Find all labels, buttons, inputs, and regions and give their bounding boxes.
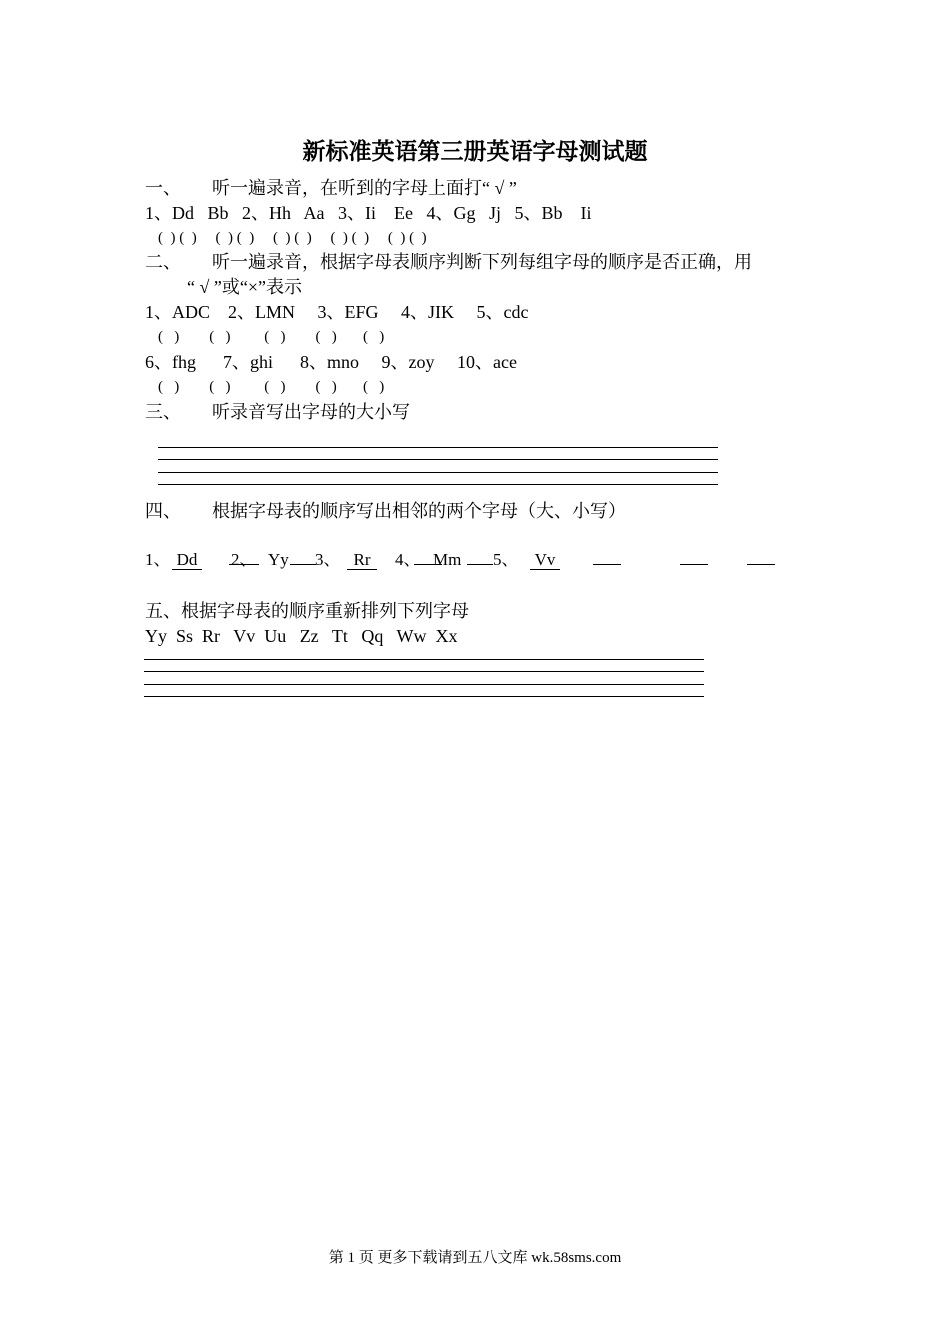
- section-2-row-1: 1、ADC 2、LMN 3、EFG 4、JIK 5、cdc: [145, 302, 529, 322]
- section-4-given-letter: Yy: [268, 550, 289, 569]
- writing-line[interactable]: [158, 447, 718, 448]
- answer-blank: Vv: [530, 551, 560, 570]
- section-4-instruction: 根据字母表的顺序写出相邻的两个字母（大、小写）: [212, 501, 626, 521]
- section-4-item-number: 3、: [315, 550, 341, 569]
- section-2-instruction-cont: “ √ ”或“×”表示: [187, 277, 302, 297]
- section-4-item-number: 5、: [493, 550, 519, 569]
- writing-line[interactable]: [158, 472, 718, 473]
- answer-blank: Dd: [172, 551, 202, 570]
- answer-blank: Rr: [347, 551, 377, 570]
- section-4-item-number: 1、: [145, 550, 171, 569]
- section-5-instruction: 五、根据字母表的顺序重新排列下列字母: [145, 601, 469, 621]
- section-1-instruction: 听一遍录音，在听到的字母上面打“ √ ”: [212, 178, 517, 198]
- section-4-item-number: 4、: [395, 550, 421, 569]
- answer-blank[interactable]: [747, 564, 775, 565]
- section-1-number: 一、: [145, 178, 181, 198]
- answer-blank[interactable]: [229, 564, 259, 565]
- section-2-parens-2: ( ) ( ) ( ) ( ) ( ): [158, 379, 385, 395]
- answer-blank[interactable]: [467, 564, 493, 565]
- section-3-number: 三、: [145, 402, 181, 422]
- section-1-answer-parens: ( ) ( ) ( ) ( ) ( ) ( ) ( ) ( ) ( ) ( ): [158, 230, 427, 246]
- writing-line[interactable]: [144, 684, 704, 685]
- page-footer: 第 1 页 更多下载请到五八文库 wk.58sms.com: [328, 1250, 622, 1266]
- section-4-given-letter: Mm: [433, 550, 462, 569]
- answer-blank[interactable]: [290, 564, 316, 565]
- section-2-parens-1: ( ) ( ) ( ) ( ) ( ): [158, 329, 385, 345]
- page-title: 新标准英语第三册英语字母测试题: [302, 139, 648, 164]
- writing-line[interactable]: [144, 671, 704, 672]
- answer-blank[interactable]: [593, 564, 621, 565]
- section-1-letter-row: 1、Dd Bb 2、Hh Aa 3、Ii Ee 4、Gg Jj 5、Bb Ii: [145, 203, 592, 223]
- writing-line[interactable]: [158, 484, 718, 485]
- section-5-letters: Yy Ss Rr Vv Uu Zz Tt Qq Ww Xx: [145, 626, 458, 646]
- writing-line[interactable]: [158, 459, 718, 460]
- section-3-instruction: 听录音写出字母的大小写: [212, 402, 410, 422]
- writing-line[interactable]: [144, 696, 704, 697]
- section-2-instruction: 听一遍录音，根据字母表顺序判断下列每组字母的顺序是否正确，用: [212, 252, 752, 272]
- section-4-number: 四、: [145, 501, 181, 521]
- section-2-number: 二、: [145, 252, 181, 272]
- answer-blank[interactable]: [680, 564, 708, 565]
- section-4-item-number: 2、: [231, 550, 257, 569]
- section-2-row-2: 6、fhg 7、ghi 8、mno 9、zoy 10、ace: [145, 352, 517, 372]
- writing-line[interactable]: [144, 659, 704, 660]
